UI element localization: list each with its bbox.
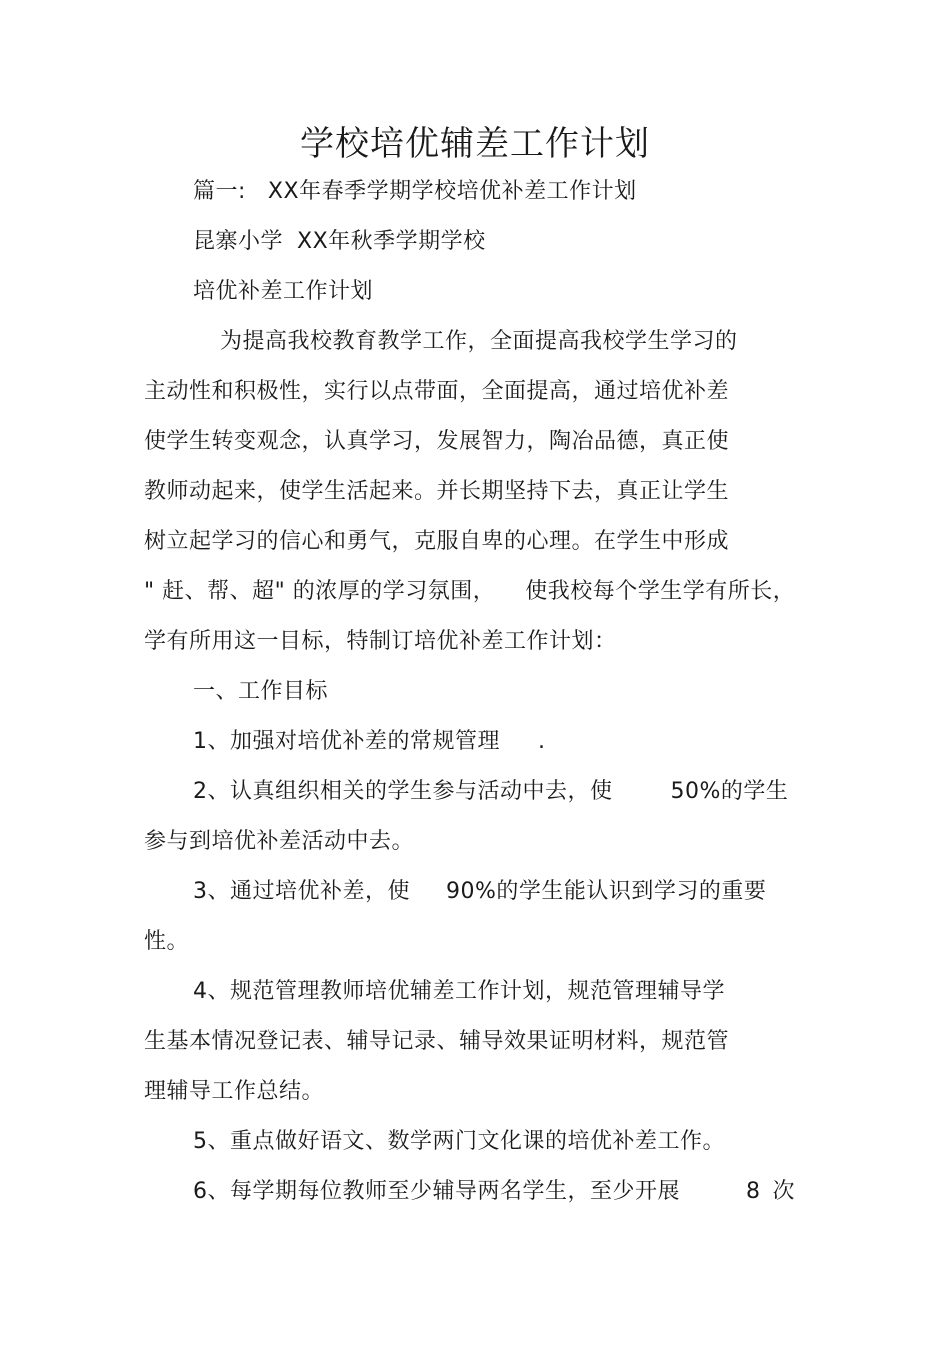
goal-item — [193, 778, 788, 806]
goal-continuation: 生基本情况登记表、辅导记录、辅导效果证明材料，规范管 — [144, 1029, 730, 1054]
goal-punct: . — [538, 729, 546, 754]
subtitle-text: XX年春季学期学校培优补差工作计划 — [267, 179, 637, 204]
goal-unit: 次 — [772, 1179, 796, 1204]
goal-item — [193, 728, 546, 756]
subtitle-line — [193, 178, 637, 206]
goal-count: 8 — [746, 1179, 761, 1204]
goal-continuation: 性。 — [144, 929, 190, 954]
subtitle-prefix: 篇一: — [193, 179, 246, 204]
intro-line: 树立起学习的信心和勇气，克服自卑的心理。在学生中形成 — [144, 529, 730, 554]
school-term: XX年秋季学期学校 — [297, 229, 486, 254]
goal-item — [193, 878, 766, 906]
goal-item: 5、重点做好语文、数学两门文化课的培优补差工作。 — [193, 1129, 725, 1154]
goal-continuation: 参与到培优补差活动中去。 — [144, 829, 415, 854]
intro-segment: " 赶、帮、超" 的浓厚的学习氛围， — [144, 579, 496, 604]
goal-continuation: 理辅导工作总结。 — [144, 1079, 325, 1104]
intro-line — [144, 578, 795, 606]
goal-text: 3、通过培优补差，使 — [193, 879, 410, 904]
intro-line: 主动性和积极性，实行以点带面，全面提高，通过培优补差 — [144, 379, 730, 404]
goal-percent: 50%的学生 — [670, 779, 789, 804]
intro-segment: 使我校每个学生学有所长， — [525, 579, 796, 604]
section-heading: 一、工作目标 — [193, 679, 329, 704]
intro-line: 学有所用这一目标，特制订培优补差工作计划： — [144, 629, 617, 654]
school-name: 昆寨小学 — [193, 229, 284, 254]
goal-percent: 90%的学生能认识到学习的重要 — [446, 879, 767, 904]
school-line — [193, 228, 486, 256]
goal-item — [193, 1178, 795, 1206]
goal-text: 6、每学期每位教师至少辅导两名学生，至少开展 — [193, 1179, 680, 1204]
intro-line: 使学生转变观念，认真学习，发展智力，陶冶品德，真正使 — [144, 429, 730, 454]
goal-text: 1、加强对培优补差的常规管理 — [193, 729, 500, 754]
goal-text: 2、认真组织相关的学生参与活动中去，使 — [193, 779, 613, 804]
plan-name: 培优补差工作计划 — [193, 279, 374, 304]
document-title: 学校培优辅差工作计划 — [300, 124, 650, 164]
intro-line: 为提高我校教育教学工作，全面提高我校学生学习的 — [220, 329, 738, 354]
intro-line: 教师动起来，使学生活起来。并长期坚持下去，真正让学生 — [144, 479, 730, 504]
goal-item: 4、规范管理教师培优辅差工作计划，规范管理辅导学 — [193, 979, 725, 1004]
